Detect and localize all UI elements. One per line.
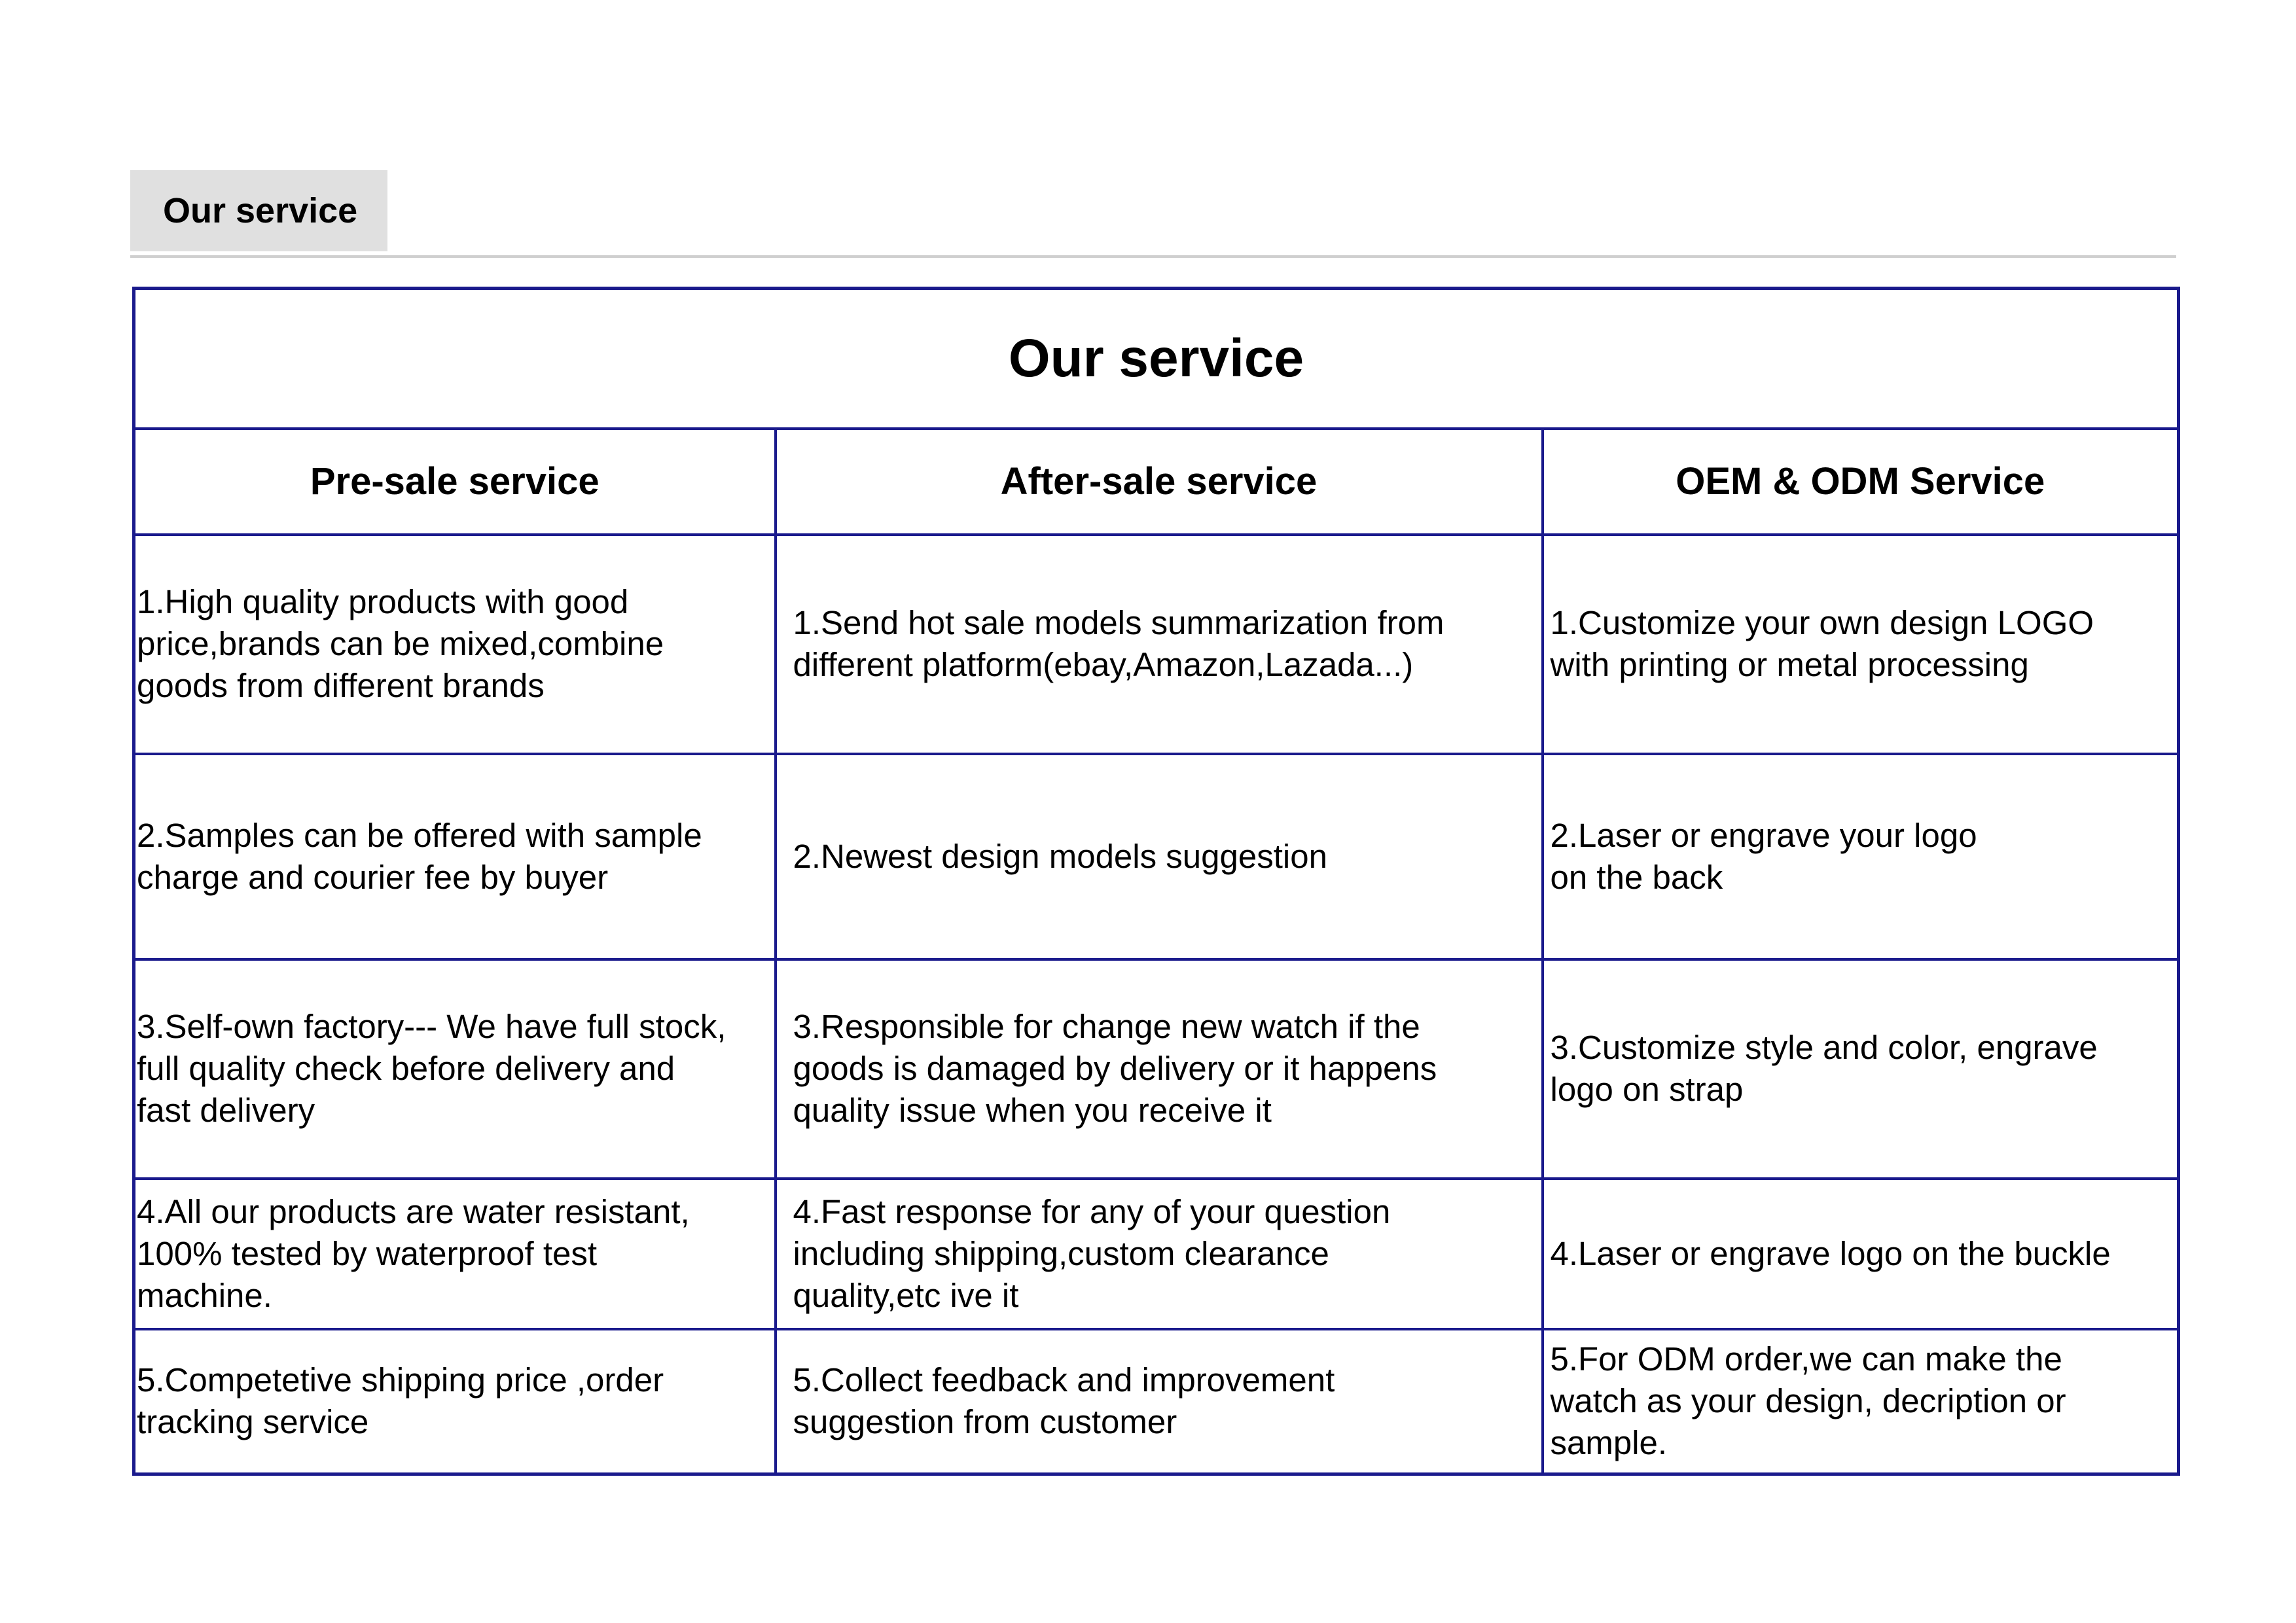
cell-text: 2.Laser or engrave your logo on the back [1550, 816, 1977, 896]
cell-text: 3.Responsible for change new watch if the goods is damaged by delivery or it happens quality issue when you receive it [793, 1008, 1437, 1129]
oem-odm-item-2 [1543, 754, 2179, 959]
section-divider [130, 255, 2176, 258]
table-title: Our service [134, 289, 2179, 429]
table-row [134, 1179, 2179, 1329]
pre-sale-item-3 [134, 959, 776, 1179]
table-title-row [134, 289, 2179, 429]
after-sale-item-2 [776, 754, 1543, 959]
after-sale-item-3 [776, 959, 1543, 1179]
oem-odm-item-1 [1543, 535, 2179, 754]
cell-text: 3.Self-own factory--- We have full stock, full quality check before delivery and fast delivery [137, 1008, 726, 1129]
section-tab-label: Our service [130, 170, 387, 251]
after-sale-item-1 [776, 535, 1543, 754]
oem-odm-item-4 [1543, 1179, 2179, 1329]
cell-text: 4.Fast response for any of your question including shipping,custom clearance quality,etc ive it [793, 1192, 1391, 1314]
cell-text: 4.Laser or engrave logo on the buckle [1550, 1234, 2111, 1272]
table-row [134, 754, 2179, 959]
pre-sale-item-1 [134, 535, 776, 754]
header-after-sale: After-sale service [776, 429, 1543, 535]
cell-text: 1.Send hot sale models summarization from different platform(ebay,Amazon,Lazada...) [793, 604, 1444, 683]
pre-sale-item-4 [134, 1179, 776, 1329]
cell-text: 3.Customize style and color, engrave logo on strap [1550, 1029, 2098, 1108]
oem-odm-item-3 [1543, 959, 2179, 1179]
table-header-row [134, 429, 2179, 535]
oem-odm-item-5 [1543, 1329, 2179, 1474]
after-sale-item-5 [776, 1329, 1543, 1474]
cell-text: 2.Newest design models suggestion [793, 837, 1327, 875]
header-oem-odm: OEM & ODM Service [1543, 429, 2179, 535]
cell-text: 1.High quality products with good price,brands can be mixed,combine goods from different brands [137, 583, 664, 704]
cell-text: 1.Customize your own design LOGO with printing or metal processing [1550, 604, 2094, 683]
table-row [134, 1329, 2179, 1474]
cell-text: 4.All our products are water resistant, 100% tested by waterproof test machine. [137, 1192, 690, 1314]
cell-text: 5.Collect feedback and improvement suggestion from customer [793, 1361, 1335, 1441]
header-pre-sale: Pre-sale service [134, 429, 776, 535]
cell-text: 5.Competetive shipping price ,order tracking service [137, 1361, 664, 1441]
table-row [134, 959, 2179, 1179]
cell-text: 2.Samples can be offered with sample charge and courier fee by buyer [137, 816, 702, 896]
pre-sale-item-2 [134, 754, 776, 959]
after-sale-item-4 [776, 1179, 1543, 1329]
table-row [134, 535, 2179, 754]
cell-text: 5.For ODM order,we can make the watch as your design, decription or sample. [1550, 1340, 2066, 1462]
service-table [132, 287, 2180, 1476]
pre-sale-item-5 [134, 1329, 776, 1474]
